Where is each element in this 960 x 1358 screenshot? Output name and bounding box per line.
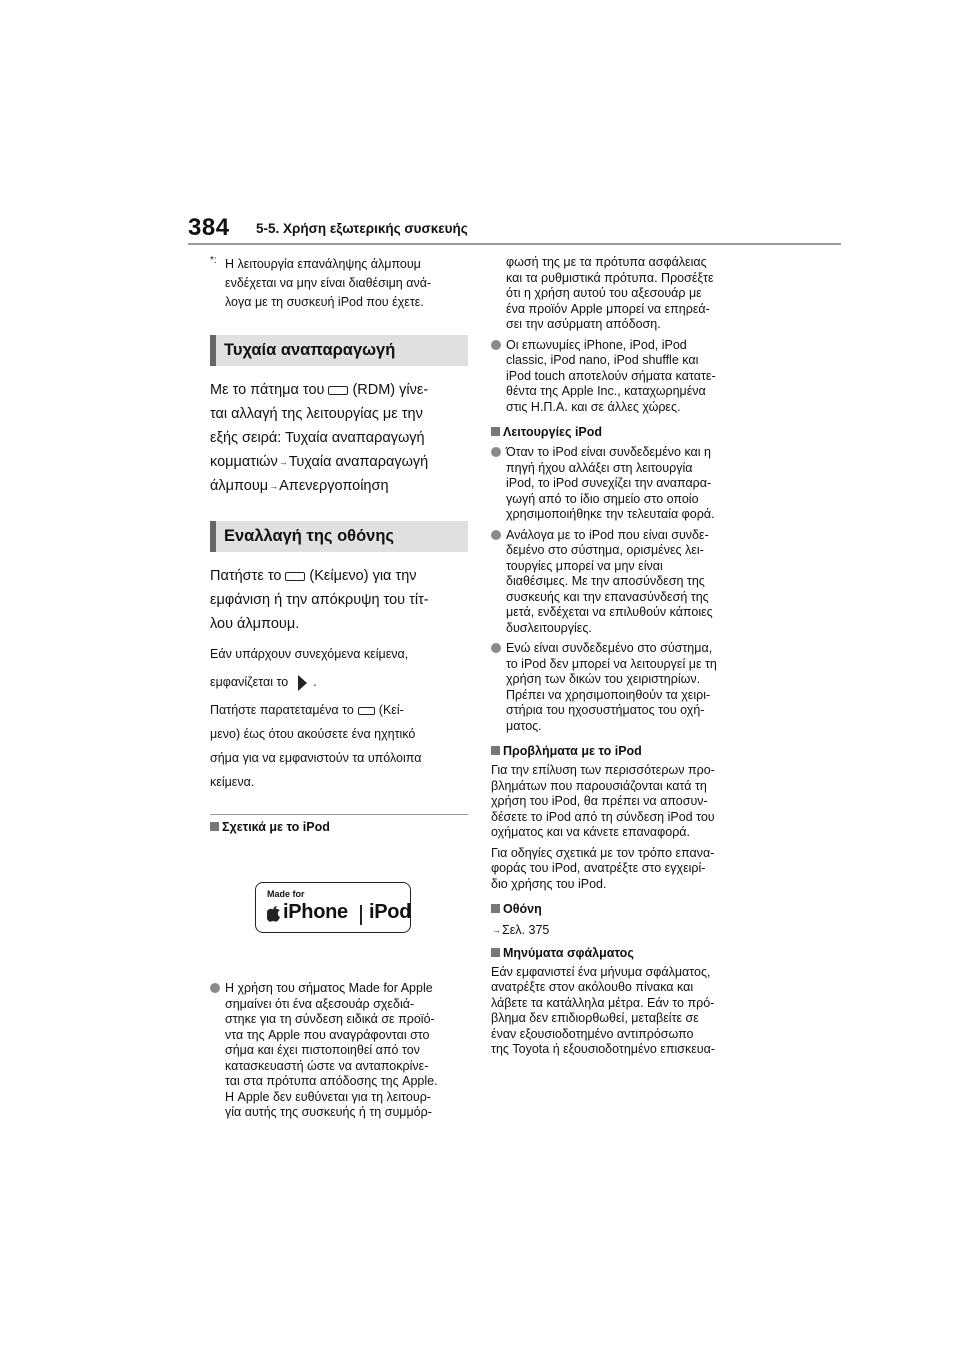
text-button-icon: [358, 707, 375, 715]
bullet-line: χρήση των δικών του χειριστηρίων.: [506, 672, 701, 686]
resume-playback-bullet: [491, 445, 755, 523]
para-line: σει την ασύρματη απόδοση.: [506, 317, 661, 331]
body-text: κομματιών: [210, 454, 278, 470]
para-line: οχήματος και να κάνετε επαναφορά.: [491, 825, 691, 839]
body-text: Απενεργοποίηση: [279, 478, 389, 495]
para-line: ένα προϊόν Apple μπορεί να επηρεά-: [506, 301, 710, 316]
sub-heading-text: Οθόνη: [503, 902, 542, 916]
bullet-line: iPod, το iPod συνεχίζει την αναπαρα-: [506, 476, 712, 490]
note-line: [210, 698, 468, 722]
bullet-line: θέντα της Apple Inc., καταχωρημένα: [506, 384, 706, 398]
note-line: μενο) έως ότου ακούσετε ένα ηχητικό: [210, 727, 416, 742]
bullet-line: Όταν το iPod είναι συνδεδεμένο και η: [506, 445, 711, 459]
error-paragraph: [491, 965, 755, 1058]
bullet-line: σήμα και έχει πιστοποιηθεί από τον: [225, 1043, 420, 1058]
round-bullet-icon: [491, 530, 501, 540]
round-bullet-icon: [210, 983, 220, 993]
bullet-line: Ανάλογα με το iPod που είναι συνδε-: [506, 527, 709, 542]
screen-page-reference: [491, 923, 755, 939]
note-line: [210, 670, 468, 694]
section-divider: [210, 814, 468, 815]
para-line: Εάν εμφανιστεί ένα μήνυμα σφάλματος,: [491, 964, 711, 979]
trademark-bullet: [491, 338, 755, 416]
header-rule: [188, 243, 841, 245]
ipod-problems-heading: [491, 743, 755, 760]
round-bullet-icon: [491, 447, 501, 457]
body-text: Με το πάτημα του: [210, 382, 325, 398]
bullet-line: σημαίνει ότι ένα αξεσουάρ σχεδιά-: [225, 996, 415, 1011]
body-line: εξής σειρά: Τυχαία αναπαραγωγή: [210, 430, 425, 446]
body-line: λου άλμπουμ.: [210, 616, 300, 633]
arrow-icon: →: [269, 481, 279, 492]
body-line: εμφάνιση ή την απόκρυψη του τίτ-: [210, 592, 429, 609]
sub-heading-text: Μηνύματα σφάλματος: [503, 945, 634, 960]
note-text: εμφανίζεται το: [210, 675, 289, 690]
body-text: Πατήστε το: [210, 568, 282, 585]
note-line: σήμα για να εμφανιστούν τα υπόλοιπα: [210, 751, 422, 766]
bullet-line: στήρια του ηχοσυστήματος του οχή-: [506, 703, 705, 717]
error-messages-heading: [491, 945, 755, 962]
bullet-line: δεμένο στο σύστημα, ορισμένες λει-: [506, 543, 704, 557]
page-ref-text: Σελ. 375: [502, 923, 550, 938]
vehicle-controls-bullet: [491, 641, 755, 734]
para-line: φοράς του iPod, ανατρέξτε στο εγχειρί-: [491, 861, 706, 875]
about-ipod-heading: [210, 819, 468, 836]
para-line: ότι η χρήση αυτού του αξεσουάρ με: [506, 286, 702, 300]
page-number: 384: [188, 214, 230, 241]
body-line: [210, 564, 468, 588]
bullet-line: Ενώ είναι συνδεδεμένο στο σύστημα,: [506, 641, 713, 655]
note-text: Πατήστε παρατεταμένα το: [210, 703, 354, 718]
para-line: Για οδηγίες σχετικά με τον τρόπο επανα-: [491, 845, 715, 860]
badge-iphone: iPhone: [283, 901, 348, 924]
square-bullet-icon: [491, 904, 500, 913]
note-text: .: [313, 675, 317, 690]
bullet-line: τουργίες μπορεί να μην είναι: [506, 558, 663, 573]
bullet-line: το iPod δεν μπορεί να λειτουργεί με τη: [506, 656, 717, 671]
bullet-line: Η Apple δεν ευθύνεται για τη λειτουρ-: [225, 1089, 431, 1104]
shuffle-heading: Τυχαία αναπαραγωγή: [210, 335, 468, 366]
footnote-line: ενδέχεται να μην είναι διαθέσιμη ανά-: [225, 276, 432, 290]
continued-paragraph: [491, 255, 755, 333]
para-line: βλημα δεν επιδιορθωθεί, μεταβείτε σε: [491, 1011, 699, 1026]
display-description: [210, 564, 468, 636]
para-line: δέσετε το iPod από τη σύνδεση iPod του: [491, 809, 715, 824]
footnote-line: Η λειτουργία επανάληψης άλμπουμ: [225, 257, 421, 271]
para-line: Για την επίλυση των περισσότερων προ-: [491, 763, 715, 777]
bullet-line: γία αυτής της συσκευής ή τη συμμόρ-: [225, 1105, 432, 1120]
bullet-line: Η χρήση του σήματος Made for Apple: [225, 981, 433, 996]
functions-availability-bullet: [491, 528, 755, 637]
para-line: διο χρήσης του iPod.: [491, 876, 607, 891]
square-bullet-icon: [491, 746, 500, 755]
bullet-line: κατασκευαστή ώστε να ανταποκρίνε-: [225, 1058, 429, 1073]
body-line: ται αλλαγή της λειτουργίας με την: [210, 406, 423, 422]
bullet-line: classic, iPod nano, iPod shuffle και: [506, 353, 699, 367]
para-line: βλημάτων που παρουσιάζονται κατά τη: [491, 778, 707, 793]
bullet-line: ντα της Apple που αναγράφονται στο: [225, 1027, 430, 1042]
made-for-iphone-ipod-badge: [255, 882, 411, 933]
para-line: λάβετε τα κατάλληλα μέτρα. Εάν το πρό-: [491, 995, 715, 1010]
ipod-functions-heading: [491, 424, 755, 441]
note-line: κείμενα.: [210, 775, 255, 790]
para-line: της Toyota ή εξουσιοδοτημένο επισκευα-: [491, 1042, 715, 1057]
rdm-button-icon: [328, 386, 348, 395]
arrow-icon: →: [278, 457, 288, 468]
bullet-line: ματος.: [506, 718, 542, 733]
arrow-icon: →: [492, 925, 501, 935]
sub-heading-text: Προβλήματα με το iPod: [503, 744, 642, 758]
text-note: [210, 642, 468, 794]
bullet-line: δυσλειτουργίες.: [506, 620, 592, 635]
body-text: (Κείμενο) για την: [309, 568, 417, 585]
square-bullet-icon: [491, 948, 500, 957]
square-bullet-icon: [210, 822, 219, 831]
bullet-line: ται στα πρότυπα απόδοσης της Apple.: [225, 1074, 438, 1089]
footnote-mark: *:: [210, 255, 217, 266]
text-button-icon: [285, 572, 305, 581]
body-line: [210, 450, 468, 474]
bullet-line: στηκε για τη σύνδεση ειδικά σε προϊό-: [225, 1012, 435, 1027]
badge-made-for: Made for: [267, 889, 305, 900]
bullet-line: iPod touch αποτελούν σήματα κατατε-: [506, 368, 716, 383]
round-bullet-icon: [491, 643, 501, 653]
repeat-footnote: [210, 255, 468, 312]
badge-divider: [360, 905, 362, 925]
bullet-line: στις Η.Π.Α. και σε άλλες χώρες.: [506, 399, 681, 414]
body-text: άλμπουμ: [210, 478, 269, 495]
bullet-line: γωγή από το ίδιο σημείο στο οποίο: [506, 491, 699, 506]
right-column: [491, 255, 755, 1058]
display-switch-heading: Εναλλαγή της οθόνης: [210, 521, 468, 552]
body-text: Τυχαία αναπαραγωγή: [288, 454, 429, 470]
para-line: έναν εξουσιοδοτημένο αντιπρόσωπο: [491, 1026, 694, 1041]
chapter-title: 5-5. Χρήση εξωτερικής συσκευής: [256, 221, 468, 236]
apple-logo-icon: [267, 905, 281, 922]
footnote-line: λογα με τη συσκευή iPod που έχετε.: [225, 295, 424, 309]
bullet-line: συσκευής και την επανασύνδεσή της: [506, 589, 709, 604]
bullet-line: Οι επωνυμίες iPhone, iPod, iPod: [506, 337, 687, 352]
body-line: [210, 378, 468, 402]
screen-heading: [491, 901, 755, 918]
body-text: (RDM) γίνε-: [352, 382, 429, 398]
bullet-line: πηγή ήχου αλλάξει στη λειτουργία: [506, 460, 693, 475]
para-line: ανατρέξτε στον ακόλουθο πίνακα και: [491, 980, 694, 995]
para-line: και τα ρυθμιστικά πρότυπα. Προσέξτε: [506, 270, 714, 285]
bullet-line: Πρέπει να χρησιμοποιηθούν τα χειρι-: [506, 687, 711, 702]
para-line: φωσή της με τα πρότυπα ασφάλειας: [506, 255, 707, 269]
bullet-line: μετά, ενδέχεται να επιλυθούν κάποιες: [506, 605, 713, 619]
more-text-arrow-icon: [298, 675, 307, 691]
note-text: (Κεί-: [378, 703, 404, 718]
made-for-apple-bullet: [210, 981, 468, 1121]
problems-paragraph-1: [491, 763, 755, 841]
left-column: [210, 255, 468, 1121]
bullet-line: χρησιμοποιήθηκε την τελευταία φορά.: [506, 507, 715, 521]
sub-heading-text: Λειτουργίες iPod: [503, 425, 603, 439]
body-line: [210, 474, 468, 498]
problems-paragraph-2: [491, 846, 755, 893]
note-line: Εάν υπάρχουν συνεχόμενα κείμενα,: [210, 647, 409, 662]
square-bullet-icon: [491, 427, 500, 436]
para-line: χρήση του iPod, θα πρέπει να αποσυν-: [491, 794, 708, 808]
shuffle-description: [210, 378, 468, 498]
sub-heading-text: Σχετικά με το iPod: [222, 820, 330, 835]
badge-ipod: iPod: [369, 901, 412, 924]
round-bullet-icon: [491, 340, 501, 350]
bullet-line: διαθέσιμες. Με την αποσύνδεση της: [506, 574, 705, 588]
